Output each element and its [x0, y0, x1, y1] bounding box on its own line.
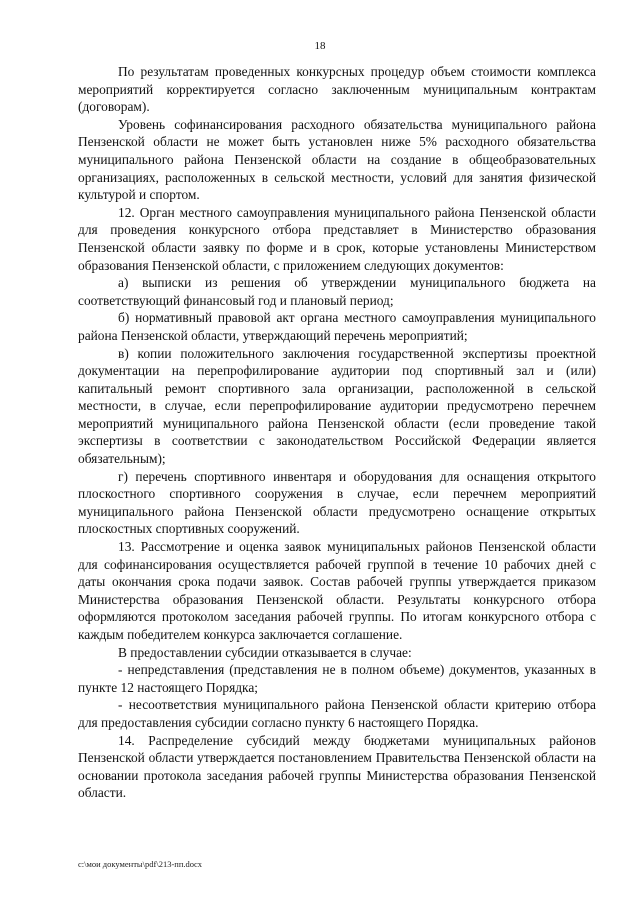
- paragraph-item-14: 14. Распределение субсидий между бюджетами муниципальных районов Пензенской области утверждается постановлением Правительства Пензенской области на основании протокола заседания рабочей группы Министерства образования Пензенской области.: [78, 732, 596, 801]
- footer-file-path: c:\мои документы\pdf\213-пп.docx: [78, 859, 203, 869]
- paragraph-refusal-reason-1: - непредставления (представления не в полном объеме) документов, указанных в пункте 12 настоящего Порядка;: [78, 662, 596, 695]
- paragraph-item-12-b: б) нормативный правовой акт органа местного самоуправления муниципального района Пензенской области, утверждающий перечень мероприятий;: [78, 310, 596, 343]
- paragraph-item-12-v: в) копии положительного заключения государственной экспертизы проектной документации на перепрофилирование аудитории под спортивный зал и (или) капитальный ремонт спортивного зала организации, расположенной в сельской местности, в случае, если перепрофилирование аудитории предусмотрено перечнем мероприятий муниципального района Пензенской области (если проведение такой экспертизы в соответствии с законодательством Российской Федерации является обязательным);: [78, 345, 596, 467]
- paragraph-item-12: 12. Орган местного самоуправления муниципального района Пензенской области для проведения конкурсного отбора представляет в Министерство образования Пензенской области заявку по форме и в срок, которые установлены Министерством образования Пензенской области, с приложением следующих документов:: [78, 204, 596, 273]
- paragraph-refusal-reason-2: - несоответствия муниципального района Пензенской области критерию отбора для предоставления субсидии согласно пункту 6 настоящего Порядка.: [78, 697, 596, 730]
- paragraph-item-12-a: а) выписки из решения об утверждении муниципального бюджета на соответствующий финансовый год и плановый период;: [78, 275, 596, 308]
- paragraph-cofinancing-level: Уровень софинансирования расходного обязательства муниципального района Пензенской области не может быть установлен ниже 5% расходного обязательства муниципального района Пензенской области на создание в общеобразовательных организациях, расположенных в сельской местности, условий для занятия физической культурой и спортом.: [78, 116, 596, 203]
- page-number: 18: [314, 40, 326, 52]
- paragraph-item-13: 13. Рассмотрение и оценка заявок муниципальных районов Пензенской области для софинансирования осуществляется рабочей группой в течение 10 рабочих дней с даты окончания срока подачи заявок. Состав рабочей группы утверждается приказом Министерства образования Пензенской области. Результаты конкурсного отбора оформляются протоколом заседания рабочей группы. По итогам конкурсного отбора с каждым победителем конкурса заключается соглашение.: [78, 539, 596, 642]
- paragraph-item-12-g: г) перечень спортивного инвентаря и оборудования для оснащения открытого плоскостного спортивного сооружения в случае, если перечнем мероприятий муниципального района Пензенской области предусмотрено оснащение открытых плоскостных спортивных сооружений.: [78, 468, 596, 537]
- paragraph-contract-adjustment: По результатам проведенных конкурсных процедур объем стоимости комплекса мероприятий корректируется согласно заключенным муниципальным контрактам (договорам).: [78, 64, 596, 115]
- paragraph-refusal-intro: В предоставлении субсидии отказывается в случае:: [118, 644, 412, 660]
- document-body: [78, 63, 596, 802]
